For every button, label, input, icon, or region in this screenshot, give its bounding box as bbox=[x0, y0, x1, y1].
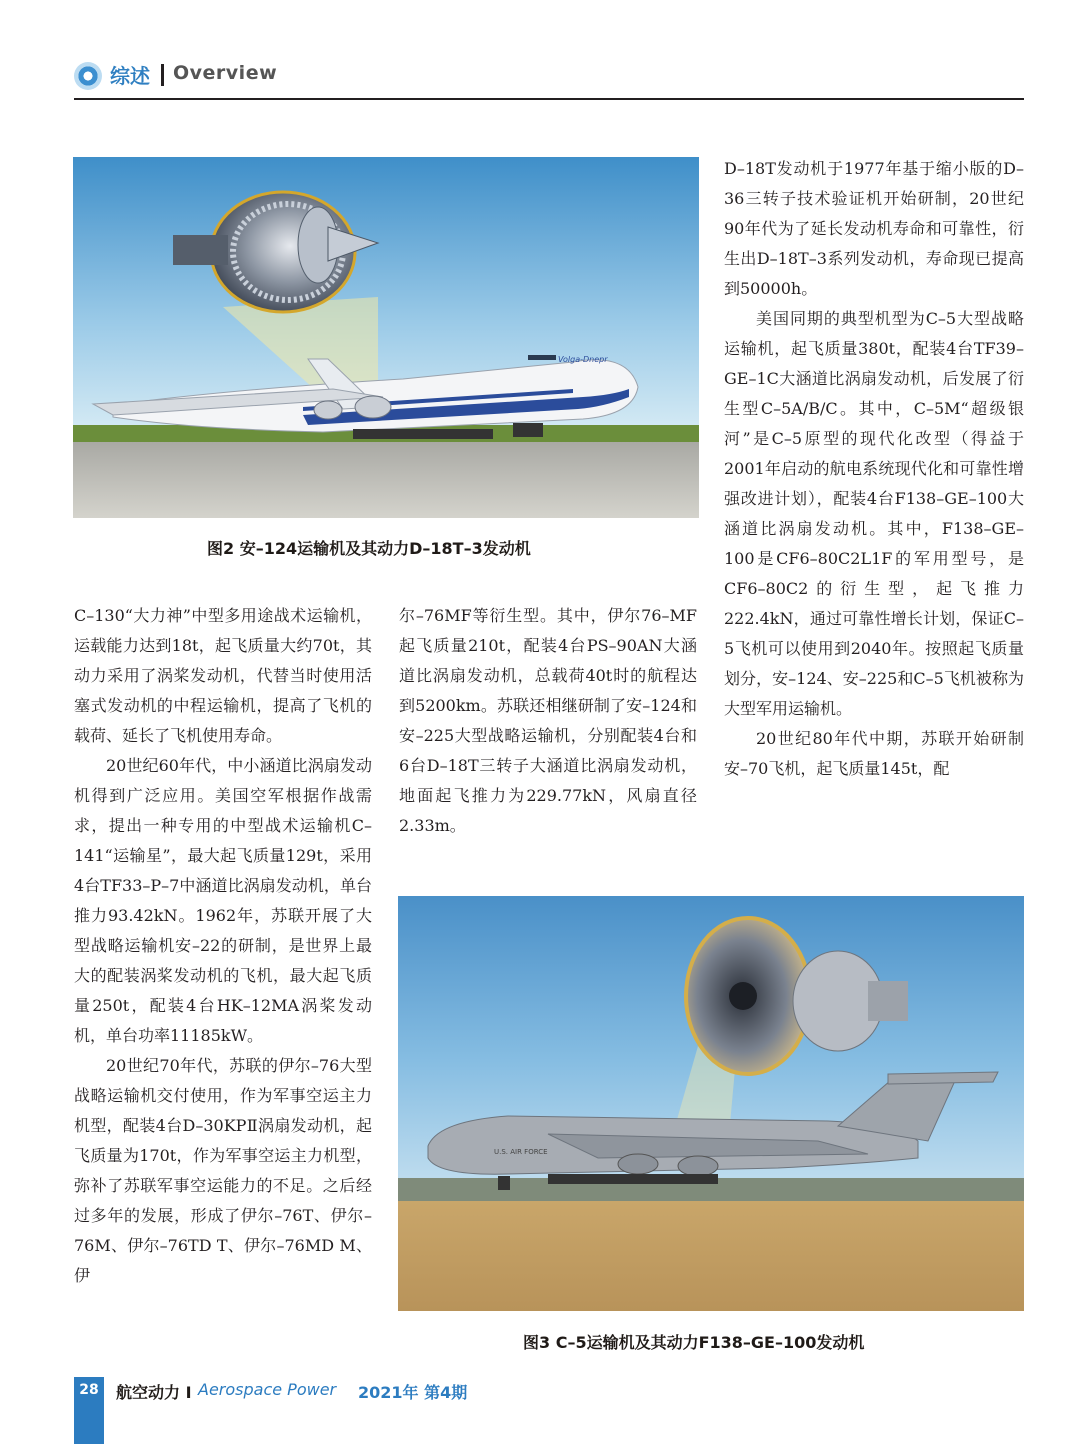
journal-name-en: Aerospace Power bbox=[198, 1380, 337, 1399]
section-label: 综述 bbox=[110, 64, 150, 88]
page-number: 28 bbox=[79, 1382, 99, 1398]
figure-3-image bbox=[398, 896, 1024, 1311]
text-column-left bbox=[74, 601, 372, 1291]
header-separator bbox=[161, 64, 164, 86]
figure-3-fuselage-text: U.S. AIR FORCE bbox=[494, 1148, 548, 1156]
text-column-middle bbox=[399, 601, 697, 841]
journal-issue: 2021年 第4期 bbox=[358, 1383, 468, 1402]
journal-name: 航空动力 I bbox=[116, 1383, 192, 1402]
paragraph: 尔–76MF等衍生型。其中，伊尔76–MF起飞质量210t，配装4台PS–90AN大涵道比涡扇发动机，总载荷40t时的航程达到5200km。苏联还相继研制了安–124和安–225大型战略运输机，分别配装4台和6台D–18T三转子大涵道比涡扇发动机，地面起飞推力为229.77kN，风扇直径2.33m。 bbox=[399, 606, 697, 835]
header-rule bbox=[74, 98, 1024, 100]
paragraph: 20世纪60年代，中小涵道比涡扇发动机得到广泛应用。美国空军根据作战需求，提出一种专用的中型战术运输机C–141“运输星”，最大起飞质量129t，采用4台TF33–P–7中涵道比涡扇发动机，单台推力93.42kN。1962年，苏联开展了大型战略运输机安–22的研制，是世界上最大的配装涡桨发动机的飞机，最大起飞质量250t，配装4台HK–12MA涡桨发动机，单台功率11185kW。 bbox=[74, 756, 372, 1045]
figure-2-image bbox=[73, 157, 699, 518]
section-label-en: Overview bbox=[173, 62, 278, 84]
an124-illustration bbox=[73, 157, 699, 518]
paragraph: D–18T发动机于1977年基于缩小版的D–36三转子技术验证机开始研制，20世纪90年代为了延长发动机寿命和可靠性，衍生出D–18T–3系列发动机，寿命现已提高到50000h。 bbox=[724, 159, 1024, 298]
c5-illustration bbox=[398, 896, 1024, 1311]
figure-3-caption: 图3 C–5运输机及其动力F138–GE–100发动机 bbox=[523, 1333, 865, 1352]
paragraph: C–130“大力神”中型多用途战术运输机，运载能力达到18t，起飞质量大约70t，其动力采用了涡桨发动机，代替当时使用活塞式发动机的中程运输机，提高了飞机的载荷、延长了飞机使用寿命。 bbox=[74, 606, 372, 745]
figure-2-caption: 图2 安–124运输机及其动力D–18T–3发动机 bbox=[207, 539, 531, 558]
paragraph: 20世纪70年代，苏联的伊尔–76大型战略运输机交付使用，作为军事空运主力机型，配装4台D–30KPⅡ涡扇发动机，起飞质量为170t，作为军事空运主力机型，弥补了苏联军事空运能力的不足。之后经过多年的发展，形成了伊尔–76T、伊尔–76M、伊尔–76TD T、伊尔–76MD M、伊 bbox=[74, 1056, 372, 1285]
paragraph: 美国同期的典型机型为C–5大型战略运输机，起飞质量380t，配装4台TF39–GE–1C大涵道比涡扇发动机，后发展了衍生型C–5A/B/C。其中，C–5M“超级银河”是C–5原型的现代化改型（得益于2001年启动的航电系统现代化和可靠性增强改进计划），配装4台F138–GE–100大涵道比涡扇发动机。其中，F138–GE–100是CF6–80C2L1F的军用型号，是CF6–80C2的衍生型，起飞推力222.4kN，通过可靠性增长计划，保证C–5飞机可以使用到2040年。按照起飞质量划分，安–124、安–225和C–5飞机被称为大型军用运输机。 bbox=[724, 309, 1024, 718]
text-column-right bbox=[724, 154, 1024, 784]
figure-2-livery-text: Volga-Dnepr bbox=[558, 355, 608, 364]
paragraph: 20世纪80年代中期，苏联开始研制安–70飞机，起飞质量145t，配 bbox=[724, 729, 1024, 778]
journal-logo-icon bbox=[74, 62, 102, 90]
